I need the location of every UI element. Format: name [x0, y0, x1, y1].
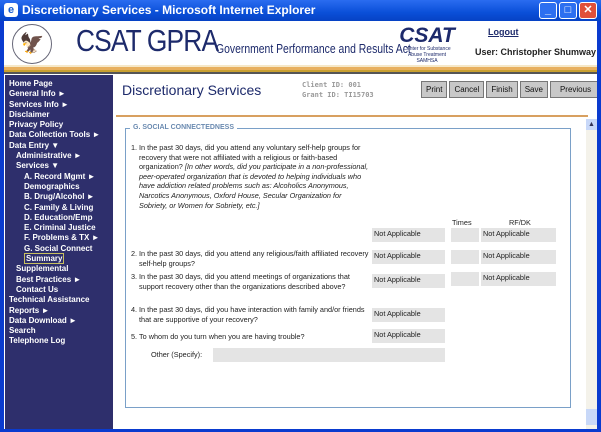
toolbar: [421, 81, 597, 98]
sidebar-item-best-practices[interactable]: [5, 275, 113, 285]
csat-sub: SAMHSA: [416, 58, 438, 64]
question-number: 1.: [131, 143, 138, 152]
sidebar-item-label: Search: [9, 326, 36, 336]
question-4: [131, 305, 371, 324]
q5-answer-select[interactable]: Not Applicable: [372, 329, 445, 343]
q3-answer-select[interactable]: Not Applicable: [372, 274, 445, 288]
divider: [116, 115, 588, 117]
save-button[interactable]: Save: [520, 81, 548, 98]
client-id: Client ID: 001: [302, 81, 362, 89]
question-text: In the past 30 days, did you attend meetings of organizations that support recovery other than the organizations described above?: [139, 272, 350, 291]
sidebar-item-data-entry[interactable]: [5, 141, 113, 151]
sidebar-item-b-drug-alcohol[interactable]: [5, 192, 113, 202]
question-text: In the past 30 days, did you attend any religious/faith affiliated recovery self-help groups?: [139, 249, 369, 268]
q2-rfdk-select[interactable]: Not Applicable: [481, 250, 556, 264]
sidebar-item-label: Data Entry ▼: [9, 140, 60, 150]
logout-link[interactable]: Logout: [488, 27, 519, 37]
sidebar-item-c-family-living[interactable]: [5, 203, 113, 213]
header-stripes: [4, 65, 597, 74]
q1-rfdk-select[interactable]: Not Applicable: [481, 228, 556, 242]
question-number: 2.: [131, 249, 138, 258]
question-number: 4.: [131, 305, 138, 314]
sidebar-item-label: Contact Us: [16, 284, 59, 294]
sidebar-item-label: A. Record Mgmt ►: [24, 171, 96, 181]
sidebar-item-disclaimer[interactable]: [5, 110, 113, 120]
sidebar-item-demographics[interactable]: [5, 182, 113, 192]
sidebar-item-label: General Info ►: [9, 89, 66, 99]
q2-answer-select[interactable]: Not Applicable: [372, 250, 445, 264]
q2-times-input[interactable]: [451, 250, 479, 264]
sidebar-item-label: Services Info ►: [9, 99, 69, 109]
sidebar-item-label: F. Problems & TX ►: [24, 233, 100, 243]
csat-sub: Center for Substance: [403, 46, 451, 52]
q4-answer-select[interactable]: Not Applicable: [372, 308, 445, 322]
finish-button[interactable]: Finish: [486, 81, 517, 98]
sidebar-item-label: C. Family & Living: [24, 202, 94, 212]
question-1: [131, 143, 371, 210]
ie-icon: e: [4, 3, 18, 17]
sidebar-item-services-info[interactable]: [5, 100, 113, 110]
other-specify-input[interactable]: [213, 348, 445, 362]
sidebar-item-a-record-mgmt[interactable]: [5, 172, 113, 182]
q3-rfdk-select[interactable]: Not Applicable: [481, 272, 556, 286]
question-2: [131, 249, 371, 268]
sidebar-item-label: Services ▼: [16, 161, 60, 171]
logo-subtitle: Government Performance and Results Act: [216, 41, 411, 56]
close-button[interactable]: ✕: [579, 2, 597, 19]
sidebar-item-label: Telephone Log: [9, 336, 66, 346]
sidebar-nav: [5, 75, 113, 429]
sidebar-item-data-collection-tools[interactable]: [5, 130, 113, 140]
col-rfdk-header: RF/DK: [509, 218, 531, 227]
question-text: In the past 30 days, did you have interaction with family and/or friends that are supportive of your recovery?: [139, 305, 365, 324]
maximize-button[interactable]: □: [559, 2, 577, 19]
csat-sub: Abuse Treatment: [407, 52, 447, 58]
question-5: [131, 332, 371, 342]
sidebar-item-privacy-policy[interactable]: [5, 120, 113, 130]
user-label: User: Christopher Shumway: [475, 47, 597, 57]
sidebar-item-contact-us[interactable]: [5, 285, 113, 295]
minimize-button[interactable]: _: [539, 2, 557, 19]
sidebar-item-label: Disclaimer: [9, 109, 50, 119]
q1-answer-select[interactable]: Not Applicable: [372, 228, 445, 242]
sidebar-item-data-download[interactable]: [5, 316, 113, 326]
vertical-scrollbar[interactable]: [586, 119, 597, 429]
sidebar-item-f-problems-tx[interactable]: [5, 233, 113, 243]
sidebar-item-administrative[interactable]: [5, 151, 113, 161]
browser-content: [4, 21, 597, 429]
sidebar-item-label: Best Practices ►: [16, 274, 82, 284]
question-text: In the past 30 days, did you attend any voluntary self-help groups for recovery that were not affiliated with a religious or faith-based organization?: [139, 143, 361, 172]
csat-logo: [397, 26, 457, 64]
grant-id: Grant ID: TI15703: [302, 91, 374, 99]
other-specify-label: Other (Specify):: [151, 350, 203, 359]
main-content: [116, 75, 597, 429]
sidebar-item-label: D. Education/Emp: [24, 212, 93, 222]
sidebar-item-label: Data Download ►: [9, 315, 77, 325]
previous-button[interactable]: Previous: [550, 81, 597, 98]
sidebar-item-d-education-emp[interactable]: [5, 213, 113, 223]
question-note: [In other words, did you participate in a non-professional, peer-operated organization that is devoted to helping individuals who have addiction related problems such as: Alcoholics Anonymous, Narcotics Anonymous, Oxford House, Secular Organization for Sobriety, or Women for Sobriety, etc.]: [139, 162, 369, 210]
sidebar-item-label: Reports ►: [9, 305, 50, 315]
sidebar-item-e-criminal-justice[interactable]: [5, 223, 113, 233]
ids: [302, 80, 374, 100]
site-header: [4, 21, 597, 67]
scrollbar-thumb[interactable]: [586, 409, 597, 425]
question-number: 5.: [131, 332, 138, 341]
sidebar-item-label: Data Collection Tools ►: [9, 130, 101, 140]
sidebar-item-reports[interactable]: [5, 306, 113, 316]
sidebar-item-search[interactable]: [5, 326, 113, 336]
hhs-seal-icon: 🦅: [12, 24, 52, 64]
page-title: Discretionary Services: [122, 82, 262, 98]
sidebar-item-label: Home Page: [9, 79, 53, 88]
question-3: [131, 272, 371, 291]
window-title: Discretionary Services - Microsoft Internet Explorer: [22, 3, 316, 17]
sidebar-item-label: Technical Assistance: [9, 295, 90, 305]
window-titlebar: [0, 0, 601, 21]
csat-logo-text: CSAT: [399, 24, 455, 47]
sidebar-item-label: Privacy Policy: [9, 120, 64, 130]
question-text: To whom do you turn when you are having trouble?: [139, 332, 305, 341]
sidebar-item-label: Demographics: [24, 181, 80, 191]
q1-times-input[interactable]: [451, 228, 479, 242]
q3-times-input[interactable]: [451, 272, 479, 286]
question-number: 3.: [131, 272, 138, 281]
sidebar-item-label: Administrative ►: [16, 151, 82, 161]
print-button[interactable]: Print: [421, 81, 447, 98]
sidebar-item-telephone-log[interactable]: [5, 336, 113, 346]
sidebar-item-label: B. Drug/Alcohol ►: [24, 192, 95, 202]
scroll-up-icon[interactable]: ▲: [586, 119, 597, 130]
sidebar-item-technical-assistance[interactable]: [5, 295, 113, 305]
sidebar-item-label: Summary: [26, 254, 63, 264]
cancel-button[interactable]: Cancel: [449, 81, 484, 98]
sidebar-item-label: G. Social Connect: [24, 243, 93, 253]
section-title: G. SOCIAL CONNECTEDNESS: [130, 124, 237, 131]
col-times-header: Times: [452, 218, 472, 227]
sidebar-item-summary[interactable]: [5, 254, 113, 264]
sidebar-item-general-info[interactable]: [5, 89, 113, 99]
sidebar-item-label: E. Criminal Justice: [24, 223, 96, 233]
sidebar-item-supplemental[interactable]: [5, 264, 113, 274]
sidebar-item-label: Supplemental: [16, 264, 69, 274]
logo: CSAT GPRA: [76, 23, 219, 58]
sidebar-item-home-page[interactable]: [5, 79, 113, 89]
sidebar-item-services[interactable]: [5, 161, 113, 171]
